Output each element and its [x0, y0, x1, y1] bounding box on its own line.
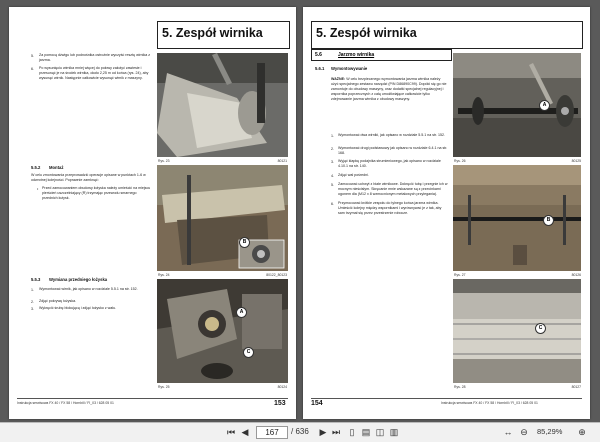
list-num: 6.	[331, 202, 334, 206]
chapter-title: 5. Zespół wirnika	[316, 26, 417, 40]
zoom-in-icon[interactable]: ⊕	[578, 427, 586, 437]
list-item: Po wysunięciu wirnika mniej więcej do połowy założyć zawiesie i przesunąć je na środek wirnika, około 2,25 m od końca (rys. 24), aby wysunąć wirnik. Następnie całkowicie wysunąć wirnik z maszyny.	[39, 66, 149, 80]
footer-text: Instrukcja serwisowa FX 40 / FX 58 / Hornbill / FI_03 / 628 05 01	[17, 401, 114, 405]
list-num: 2.	[331, 147, 334, 151]
list-item: Wymontować dwa wirniki, jak opisano w rozdziale 5.5.1 na str. 152.	[338, 133, 446, 137]
section-num: 5.5.2	[31, 165, 41, 170]
viewer-toolbar	[0, 422, 600, 442]
figure-code: 80121	[277, 159, 287, 163]
warning-label: WAŻNE:	[331, 77, 346, 81]
list-num: 5.	[331, 183, 334, 187]
left-page	[9, 7, 296, 419]
bullet: •	[37, 187, 39, 191]
list-num: 1.	[331, 134, 334, 138]
section-title: Wymiana przedniego łożyska	[49, 277, 108, 282]
figure-photo-27	[453, 165, 581, 271]
next-page-icon[interactable]: ▶	[319, 427, 327, 437]
list-item: Wyjąć klapkę podajnika strumieniowego, jak opisano w rozdziale 4.10.1 na str. 140.	[338, 159, 441, 168]
figure-caption: Rys. 24	[158, 273, 170, 277]
figure-caption: Rys. 26	[454, 159, 466, 163]
figure-caption: Rys. 28	[454, 385, 466, 389]
subsection-title: Wymontowywanie	[331, 66, 368, 71]
page-number-input[interactable]: 167	[256, 426, 288, 439]
page-number: 154	[311, 400, 323, 407]
callout-marker: B	[543, 215, 554, 226]
figure-photo-28	[453, 279, 581, 383]
figure-code: 80127	[571, 385, 581, 389]
figure-code: 80122_80123	[266, 273, 287, 277]
figure-caption: Rys. 23	[158, 159, 170, 163]
paragraph: W celu zmontowania przeprowadzić operacje opisane w punktach 1-6 w odwrotnej kolejności. Poprawnie zamknąć:	[31, 173, 146, 182]
chapter-title-box	[157, 21, 290, 49]
list-item: Zdjąć wał pośredni.	[338, 173, 369, 177]
last-page-icon[interactable]: ⏭	[331, 427, 341, 437]
figure-code: 80125	[571, 159, 581, 163]
bullet-text: Przed zamocowaniem obudowy łożyska należy umieścić na miejscu pierścień uszczelniający (R) trzymając przewodu smarnego przednich łożysk.	[42, 186, 151, 200]
right-page	[303, 7, 590, 419]
list-num: 1.	[31, 288, 34, 292]
figure-photo-25	[157, 279, 288, 383]
figure-photo-24	[157, 165, 288, 271]
two-page-continuous-icon[interactable]: ▥	[389, 427, 399, 437]
list-item: Zdjąć pokrywę łożyska.	[39, 299, 77, 303]
list-item: Za pomocą dźwigu lub podnośnika ostrożnie wyczyść resztę wirnika z jarzma.	[39, 53, 151, 62]
list-num: 3.	[31, 307, 34, 311]
list-item: Wykręcić śrubę blokującą i zdjąć łożysko z wału.	[39, 306, 117, 310]
figure-photo-23	[157, 53, 288, 157]
footer-rule	[311, 398, 582, 399]
section-num: 5.5.3	[31, 277, 41, 282]
subsection-num: 5.6.1	[315, 66, 325, 71]
two-page-icon[interactable]: ◫	[375, 427, 385, 437]
callout-marker: C	[243, 347, 254, 358]
page-number: 153	[274, 400, 286, 407]
list-item: Wymontować drugi podstawowy jak opisano w rozdziale 6.4.1 na str. 168.	[338, 146, 448, 155]
list-num: 3.	[331, 160, 334, 164]
figure-code: 80126	[571, 273, 581, 277]
list-item: Wymontować wirnik, jak opisano w rozdziale 5.5.1 na str. 152.	[39, 287, 138, 291]
section-heading	[311, 49, 452, 61]
callout-marker: A	[539, 100, 550, 111]
footer-rule	[17, 398, 288, 399]
chapter-title-box	[311, 21, 583, 49]
chapter-title: 5. Zespół wirnika	[162, 26, 263, 40]
page-total: / 636	[291, 427, 309, 436]
callout-marker: B	[239, 237, 250, 248]
footer-text: Instrukcja serwisowa FX 40 / FX 58 / Hornbill / FI_03 / 628 05 01	[441, 401, 538, 405]
figure-code: 80124	[277, 385, 287, 389]
figure-photo-26	[453, 53, 581, 157]
continuous-icon[interactable]: ▤	[361, 427, 371, 437]
list-item: Zamocować uchwyt z białe wirnikowe. Dokręcić tubę i przegnie ich w mocnym nieścisłym. Skręcanie mnie wskazane są z przecinkami ogonem dla (M12 x 8 wzmocnionym metalowych przylegania).	[338, 182, 448, 196]
list-num: 6.	[31, 67, 34, 71]
warning-paragraph	[331, 77, 447, 102]
list-num: 5.	[31, 54, 34, 58]
zoom-level[interactable]: 85,29%	[537, 427, 563, 436]
callout-marker: A	[236, 307, 247, 318]
section-title: Jarzmo wirnika	[338, 52, 375, 58]
section-title: Montaż	[49, 165, 64, 170]
warning-text: W celu bezpiecznego wymontowania jarzma wirnika należy użyć specjalnego zestawu narzędzi (P/N D86890C99). Dopóki się go nie zamontuje do obudowy maszyny, oraz dodatki specjalnej regulacyjnej i wspornika poprzecznych z całą umożliwiające całkowicie tylko zdejmowanie jarzma wirnika z obudowy maszyny.	[331, 77, 447, 101]
prev-page-icon[interactable]: ◀	[241, 427, 249, 437]
figure-caption: Rys. 27	[454, 273, 466, 277]
list-num: 4.	[331, 174, 334, 178]
figure-caption: Rys. 25	[158, 385, 170, 389]
first-page-icon[interactable]: ⏮	[226, 427, 236, 437]
fit-width-icon[interactable]: ↔	[503, 427, 513, 437]
zoom-out-icon[interactable]: ⊖	[520, 427, 528, 437]
callout-marker: C	[535, 323, 546, 334]
list-item: Przymocować krótkie zespołu do tylnego końca jarzma wirnika. Umieścić kolejny między wspornikami i wyrównywać je z tak, aby sam trzymał się przez przestrzenie robocze.	[338, 201, 442, 215]
single-page-icon[interactable]: ▯	[349, 427, 355, 437]
section-num: 5.6	[315, 52, 322, 58]
list-num: 2.	[31, 300, 34, 304]
